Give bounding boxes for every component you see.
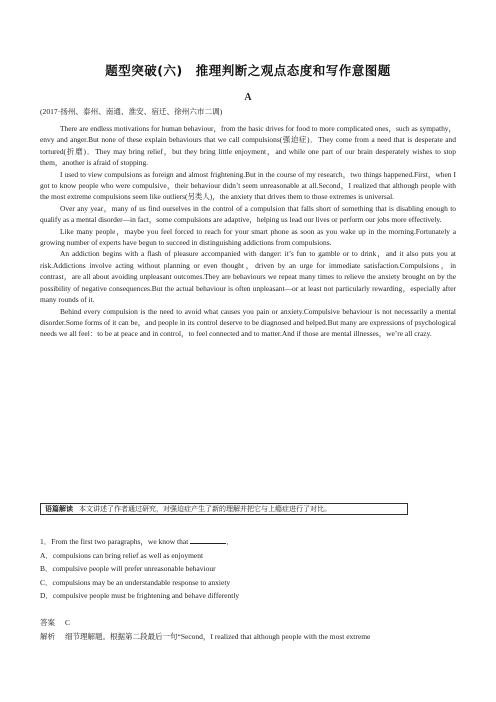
analysis-text: 细节理解题。根据第二段最后一句“Second，I realized that although people with the most extreme <box>65 632 371 641</box>
paragraph: There are endless motivations for human behaviour，from the basic drives for food to more complicated ones，such as sympathy，envy and anger.But none of these explain behaviours that we call compulsions(强迫症)．They come from a need that is desperate and tortured(折磨)．They may bring relief，but they bring little enjoyment，and while one part of our brain desperately wishes to stop them，another is afraid of stopping. <box>40 124 456 168</box>
paragraph: An addiction begins with a flash of pleasure accompanied with danger: it’s fun to gamble or to drink，and it also puts you at risk.Addictions involve acting without planning or even thought，driven by an urge for immediate satisfaction.Compulsions，in contrast，are all about avoiding unpleasant outcomes.They are behaviours we repeat many times to relieve the anxiety brought on by the possibility of negative consequences.But the actual behaviour is often unpleasant—or at least not particularly rewarding，especially after many rounds of it. <box>40 249 456 305</box>
analysis-line <box>40 631 456 642</box>
discourse-summary-box <box>40 503 408 515</box>
passage <box>40 123 456 340</box>
analysis-label: 解析 <box>40 632 55 641</box>
question-stem-end: ． <box>226 537 234 546</box>
answer-line <box>40 617 70 628</box>
answer-value: C <box>65 618 71 627</box>
option-a: A．compulsions can bring relief as well as enjoyment <box>40 550 204 560</box>
paragraph: Like many people，maybe you feel forced to reach for your smart phone as soon as you wake up in the morning.Fortunately a growing number of experts have begun to succeed in distinguishing addictions from compulsions. <box>40 226 456 248</box>
source-note: (2017·扬州、泰州、南通、淮安、宿迁、徐州六市二调) <box>40 107 223 116</box>
question-stem <box>40 535 456 549</box>
question-1 <box>40 535 456 603</box>
option-b: B．compulsive people will prefer unreasonable behaviour <box>40 564 216 574</box>
answer-blank <box>190 535 226 544</box>
question-stem-text: 1．From the first two paragraphs，we know that <box>40 537 189 546</box>
section-label: A <box>244 92 252 103</box>
summary-text: 本文讲述了作者通过研究，对强迫症产生了新的理解并把它与上瘾症进行了对比。 <box>79 505 331 513</box>
paragraph: I used to view compulsions as foreign and almost frightening.But in the course of my research，two things happened.First，when I got to know people who were compulsive，their behaviour didn’t seem unreasonable at all.Second，I realized that although people with the most extreme compulsions seem like outliers(另类人)，the anxiety that drives them to those extremes is universal. <box>40 169 456 202</box>
page-title: 题型突破(六) 推理判断之观点态度和写作意图题 <box>105 63 391 78</box>
option-d: D．compulsive people must be frightening and behave differently <box>40 591 240 601</box>
summary-label: 语篇解读 <box>45 505 73 513</box>
paragraph: Behind every compulsion is the need to avoid what causes you pain or anxiety.Compulsive behaviour is not necessarily a mental disorder.Some forms of it can be，and people in its control deserve to be diagnosed and helped.But many are expressions of psychological needs we all feel：to be at peace and in control，to feel connected and to matter.And if those are mental illnesses，we’re all crazy. <box>40 306 456 339</box>
answer-label: 答案 <box>40 618 55 627</box>
paragraph: Over any year，many of us find ourselves in the control of a compulsion that falls short of something that is disabling enough to qualify as a mental disorder—in fact，some compulsions are adaptive，helping us lead our lives or perform our jobs more effectively. <box>40 203 456 225</box>
option-c: C．compulsions may be an understandable response to anxiety <box>40 577 231 587</box>
